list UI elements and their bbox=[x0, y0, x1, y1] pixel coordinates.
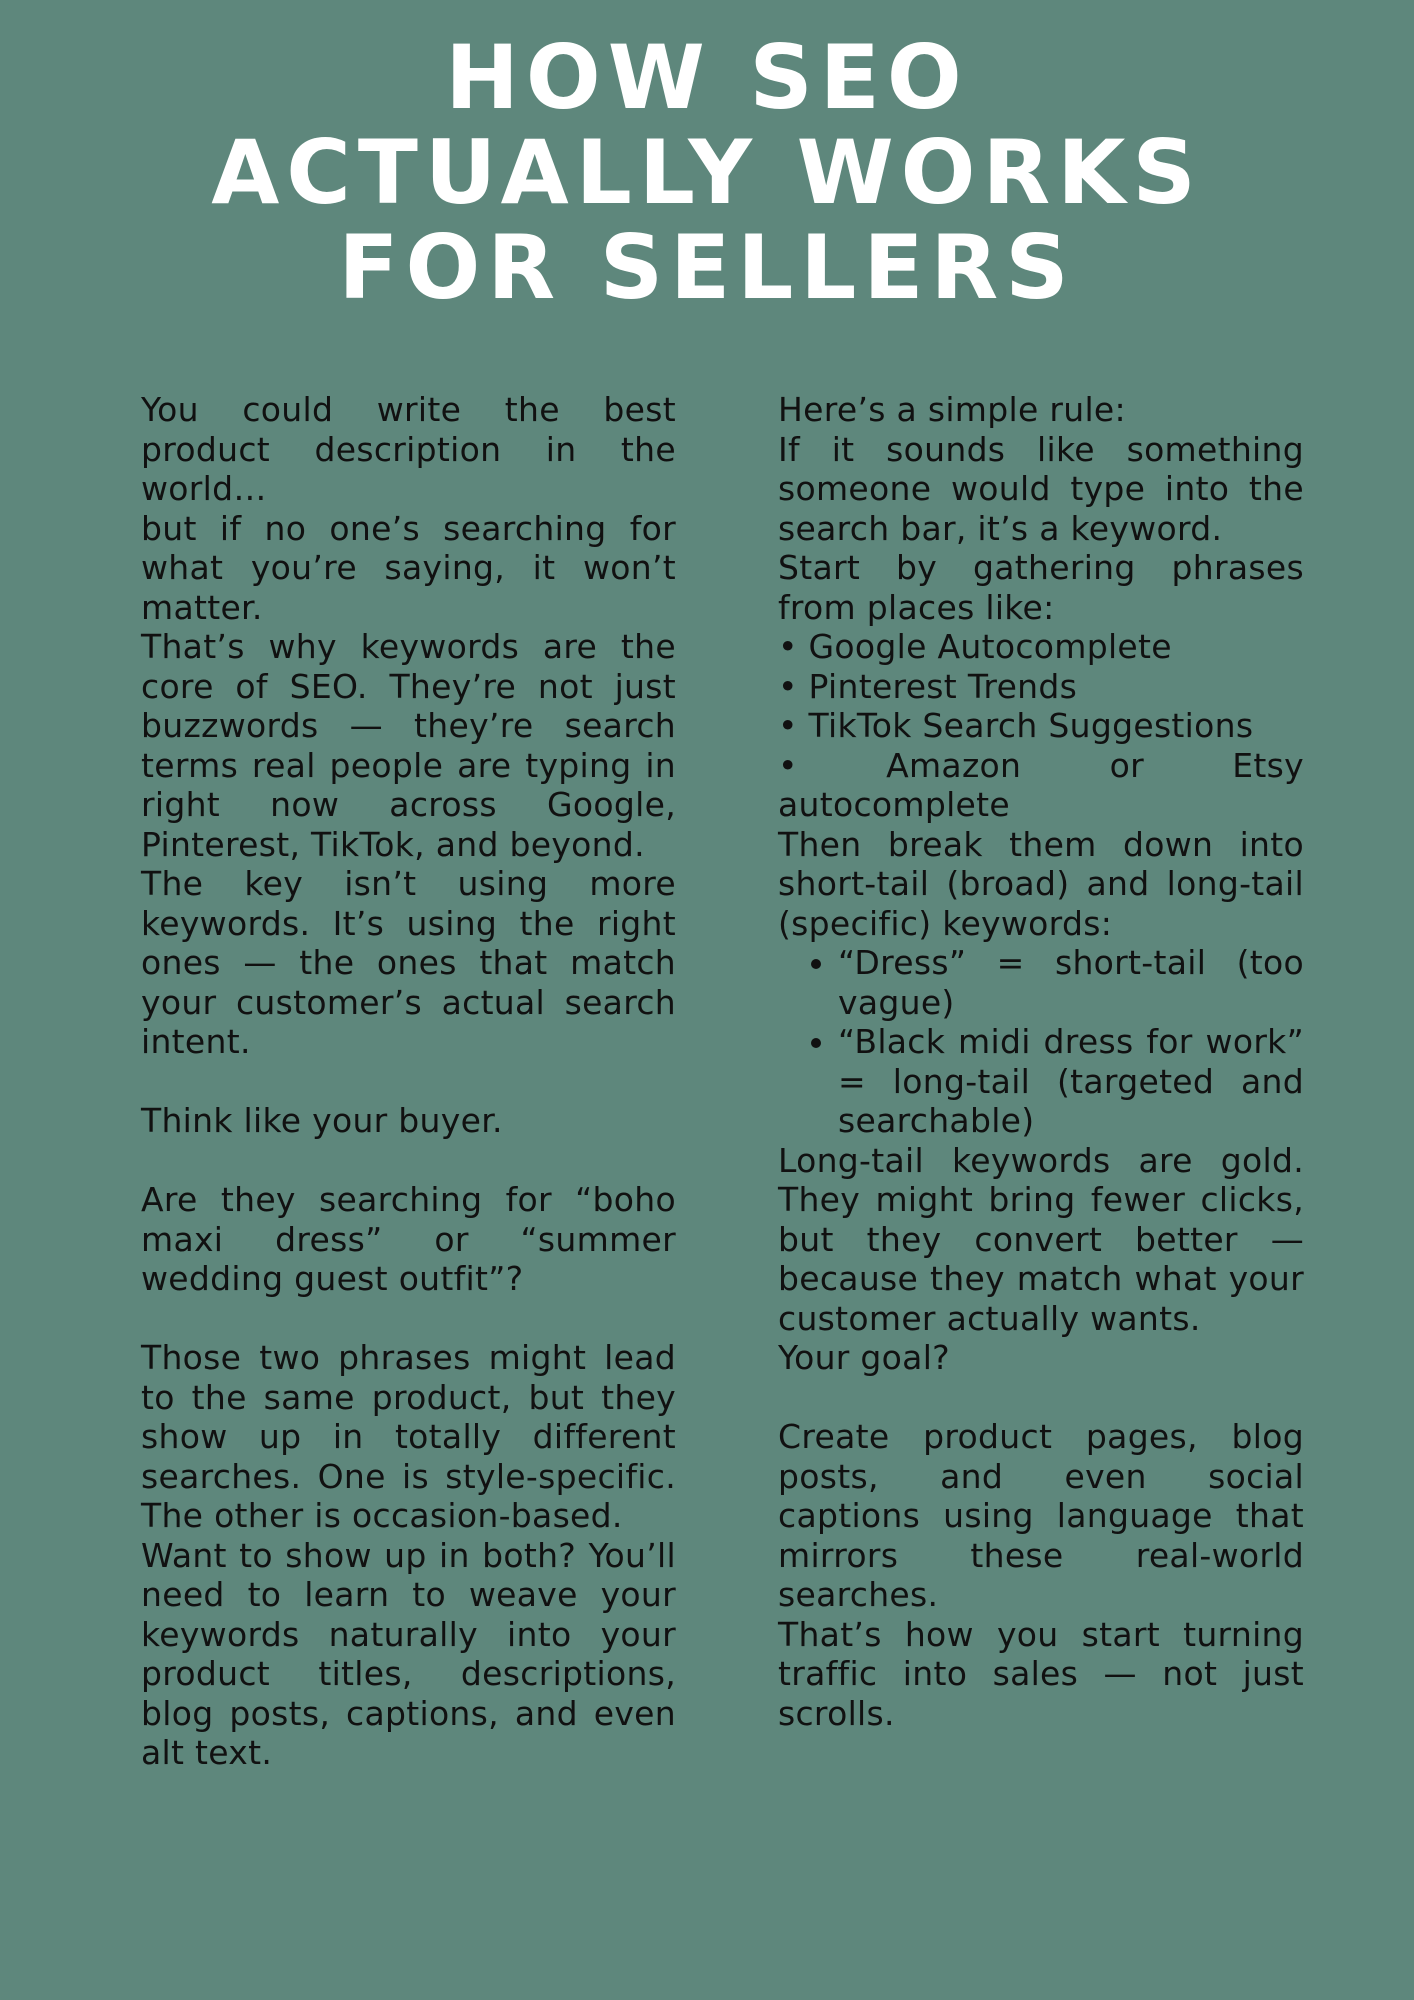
paragraph: Are they searching for “boho maxi dress” or “summer wedding guest outfit”? bbox=[141, 1180, 676, 1298]
paragraph: If it sounds like something someone would type into the search bar, it’s a keyword. bbox=[778, 429, 1304, 548]
paragraph: That’s how you start turning traffic into sales — not just scrolls. bbox=[778, 1614, 1304, 1733]
source-item: • Amazon or Etsy autocomplete bbox=[778, 745, 1304, 824]
paragraph: Long-tail keywords are gold. They might bring fewer clicks, but they convert better — because they match what your customer actually wants. bbox=[778, 1140, 1304, 1338]
source-item: • TikTok Search Suggestions bbox=[778, 706, 1254, 745]
list-item: • “Black midi dress for work” = long-tail (targeted and searchable) bbox=[838, 1022, 1304, 1141]
paragraph: Here’s a simple rule: bbox=[778, 390, 1126, 429]
list-item: • “Dress” = short-tail (too vague) bbox=[838, 943, 1304, 1022]
paragraph: That’s why keywords are the core of SEO. They’re not just buzzwords — they’re search terms real people are typing in right now across Google, Pinterest, TikTok, and beyond. bbox=[141, 627, 676, 864]
title-line-1: HOW SEO bbox=[445, 26, 969, 129]
paragraph: You could write the best product description in the world… bbox=[141, 390, 676, 508]
paragraph: Start by gathering phrases from places like: bbox=[778, 548, 1304, 627]
left-column bbox=[141, 390, 676, 1773]
right-column bbox=[778, 390, 1304, 1733]
paragraph: Then break them down into short-tail (broad) and long-tail (specific) keywords: bbox=[778, 824, 1304, 943]
source-item: • Pinterest Trends bbox=[778, 666, 1078, 706]
title-line-2: ACTUALLY WORKS bbox=[211, 121, 1203, 224]
paragraph: Create product pages, blog posts, and even social captions using language that mirrors these real-world searches. bbox=[778, 1417, 1304, 1614]
title-line-3: FOR SELLERS bbox=[338, 216, 1076, 319]
paragraph: Think like your buyer. bbox=[141, 1101, 503, 1140]
paragraph: Want to show up in both? You’ll need to learn to weave your keywords naturally into your product titles, descriptions, blog posts, captions, and even alt text. bbox=[141, 1535, 676, 1772]
page-title bbox=[0, 26, 1414, 319]
source-item: • Google Autocomplete bbox=[778, 627, 1172, 666]
keyword-examples-list bbox=[778, 943, 1304, 1141]
paragraph: The key isn’t using more keywords. It’s using the right ones — the ones that match your customer’s actual search intent. bbox=[141, 864, 676, 1061]
paragraph: Those two phrases might lead to the same product, but they show up in totally different searches. One is style-specific. The other is occasion-based. bbox=[141, 1338, 676, 1535]
paragraph: Your goal? bbox=[778, 1338, 950, 1377]
paragraph: but if no one’s searching for what you’re saying, it won’t matter. bbox=[141, 508, 676, 627]
